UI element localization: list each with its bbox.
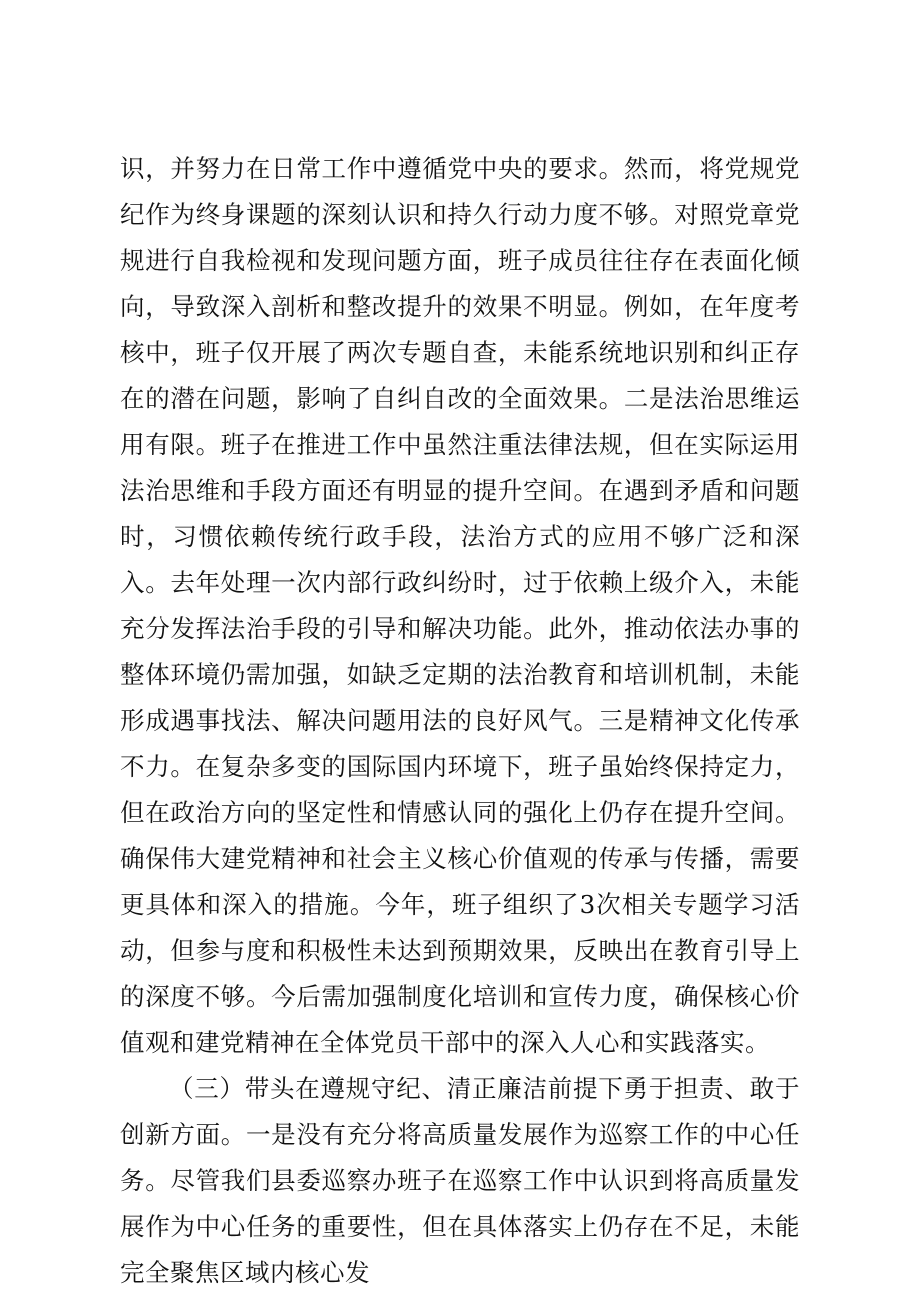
paragraph-continuation: 识，并努力在日常工作中遵循党中央的要求。然而，将党规党纪作为终身课题的深刻认识和持久行动力度不够。对照党章党规进行自我检视和发现问题方面，班子成员往往存在表面化倾向，导致深入剖析和整改提升的效果不明显。例如，在年度考核中，班子仅开展了两次专题自查，未能系统地识别和纠正存在的潜在问题，影响了自纠自改的全面效果。二是法治思维运用有限。班子在推进工作中虽然注重法律法规，但在实际运用法治思维和手段方面还有明显的提升空间。在遇到矛盾和问题时，习惯依赖传统行政手段，法治方式的应用不够广泛和深入。去年处理一次内部行政纠纷时，过于依赖上级介入，未能充分发挥法治手段的引导和解决功能。此外，推动依法办事的整体环境仍需加强，如缺乏定期的法治教育和培训机制，未能形成遇事找法、解决问题用法的良好风气。三是精神文化传承不力。在复杂多变的国际国内环境下，班子虽始终保持定力，但在政治方向的坚定性和情感认同的强化上仍存在提升空间。确保伟大建党精神和社会主义核心价值观的传承与传播，需要更具体和深入的措施。今年，班子组织了3次相关专题学习活动，但参与度和积极性未达到预期效果，反映出在教育引导上的深度不够。今后需加强制度化培训和宣传力度，确保核心价值观和建党精神在全体党员干部中的深入人心和实践落实。 <box>120 154 800 1057</box>
paragraph-section-three: （三）带头在遵规守纪、清正廉洁前提下勇于担责、敢于创新方面。一是没有充分将高质量发展作为巡察工作的中心任务。尽管我们县委巡察办班子在巡察工作中认识到将高质量发展作为中心任务的重要性，但在具体落实上仍存在不足，未能完全聚焦区域内核心发 <box>120 1074 800 1287</box>
body-text <box>120 146 800 1296</box>
